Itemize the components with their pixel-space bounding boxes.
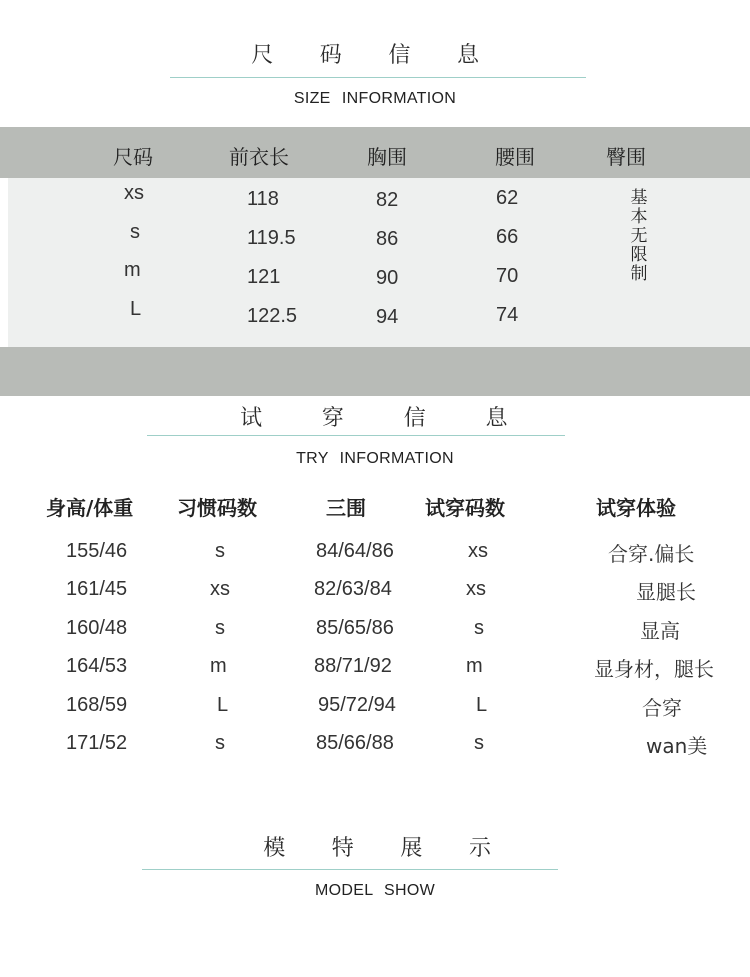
size-row-1-size: xs: [124, 182, 144, 204]
try-row-2-tried: xs: [466, 578, 486, 600]
size-row-1-length: 118: [247, 188, 279, 210]
try-row-1-height-weight: 155/46: [66, 540, 128, 562]
try-row-1-usual: s: [215, 540, 225, 562]
size-title-cn: 尺 码 信 息: [251, 43, 499, 68]
try-header-usual-size: 习惯码数: [177, 496, 257, 520]
try-row-3-usual: s: [215, 617, 225, 639]
size-row-3-bust: 90: [376, 267, 399, 289]
size-header-size: 尺码: [113, 145, 153, 169]
try-row-6-usual: s: [215, 732, 225, 754]
try-row-3-height-weight: 160/48: [66, 617, 128, 639]
try-row-4-usual: m: [210, 655, 227, 677]
hip-note-char: 制: [630, 264, 648, 284]
try-header-height-weight: 身高/体重: [46, 496, 134, 520]
size-row-3-size: m: [124, 259, 141, 281]
try-header-measurements: 三围: [326, 496, 366, 520]
try-row-5-height-weight: 168/59: [66, 694, 128, 716]
size-row-4-bust: 94: [376, 306, 399, 328]
try-row-3-tried: s: [474, 617, 484, 639]
try-row-1-measure: 84/64/86: [316, 540, 394, 562]
model-title-rule: [142, 869, 558, 870]
size-row-4-waist: 74: [496, 304, 519, 326]
try-row-1-experience: 合穿.偏长: [608, 542, 695, 566]
size-table-footer-band: [0, 347, 750, 396]
try-row-2-experience: 显腿长: [636, 580, 696, 604]
try-title-cn: 试 穿 信 息: [240, 406, 534, 431]
size-header-hip: 臀围: [606, 145, 646, 169]
try-row-2-usual: xs: [210, 578, 230, 600]
try-header-experience: 试穿体验: [596, 496, 676, 520]
try-row-2-measure: 82/63/84: [314, 578, 392, 600]
try-title-en: TRY INFORMATION: [296, 450, 454, 467]
try-row-6-height-weight: 171/52: [66, 732, 128, 754]
try-row-5-tried: L: [476, 694, 488, 716]
try-row-4-tried: m: [466, 655, 483, 677]
size-row-3-length: 121: [247, 266, 281, 288]
size-row-4-length: 122.5: [247, 305, 298, 327]
size-row-1-waist: 62: [496, 187, 519, 209]
try-row-3-measure: 85/65/86: [316, 617, 394, 639]
size-header-bust: 胸围: [367, 145, 407, 169]
model-title-cn: 模 特 展 示: [263, 836, 511, 861]
size-row-4-size: L: [130, 298, 142, 320]
try-header-tried-size: 试穿码数: [425, 496, 505, 520]
hip-note-char: 本: [630, 207, 648, 227]
try-title-rule: [147, 435, 565, 436]
size-row-2-length: 119.5: [247, 227, 296, 249]
try-row-4-measure: 88/71/92: [314, 655, 392, 677]
size-header-waist: 腰围: [495, 145, 535, 169]
size-row-2-waist: 66: [496, 226, 519, 248]
size-row-2-size: s: [130, 221, 140, 243]
try-row-5-experience: 合穿: [642, 696, 682, 720]
try-row-5-usual: L: [217, 694, 229, 716]
try-row-4-experience: 显身材，腿长: [594, 657, 714, 681]
hip-note-char: 无: [630, 226, 648, 246]
try-row-1-tried: xs: [468, 540, 488, 562]
hip-no-limit-note: [629, 189, 649, 284]
size-row-1-bust: 82: [376, 189, 399, 211]
try-row-4-height-weight: 164/53: [66, 655, 128, 677]
size-header-length: 前衣长: [229, 145, 289, 169]
size-title-rule: [170, 77, 586, 78]
try-row-2-height-weight: 161/45: [66, 578, 128, 600]
try-row-6-experience: wan美: [646, 734, 708, 758]
hip-note-char: 基: [630, 188, 648, 208]
size-row-2-bust: 86: [376, 228, 399, 250]
model-title-en: MODEL SHOW: [314, 882, 436, 899]
hip-note-char: 限: [630, 245, 648, 265]
size-title-en: SIZE INFORMATION: [293, 90, 457, 107]
try-row-6-measure: 85/66/88: [316, 732, 394, 754]
try-row-5-measure: 95/72/94: [318, 694, 396, 716]
try-row-3-experience: 显高: [640, 619, 680, 643]
size-row-3-waist: 70: [496, 265, 519, 287]
try-row-6-tried: s: [474, 732, 484, 754]
